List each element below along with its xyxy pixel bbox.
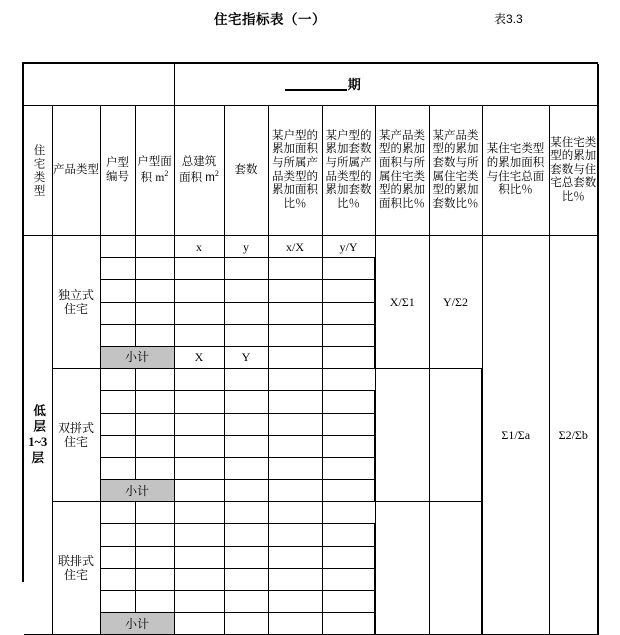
- cell-product-area-ratio-1: X/Σ1: [375, 236, 429, 369]
- cell-unit-count: [224, 413, 268, 435]
- table-number: 表3.3: [494, 12, 523, 26]
- cell-unit-area: [135, 546, 174, 568]
- header-total-area-text: 面积 m: [179, 171, 215, 184]
- cell-subtotal-area-3: [174, 613, 224, 635]
- cell-product-area-ratio-3: [375, 502, 429, 635]
- header-product-count-ratio: [429, 106, 482, 236]
- cell-unit-area: [135, 568, 174, 590]
- cell-unit-no: [100, 391, 135, 413]
- cell-unit-count-ratio: [322, 457, 375, 479]
- cell-subtotal-count-3: [224, 613, 268, 635]
- cell-unit-area-ratio: [268, 568, 322, 590]
- cell-housing-area-ratio: Σ1/Σa: [482, 236, 549, 635]
- header-housing-count-ratio-label: 某住宅类型的累加套数与住宅总套数比％: [550, 136, 597, 203]
- header-housing-area-ratio: [482, 106, 549, 236]
- housing-index-table: [22, 62, 598, 631]
- cell-housing-count-ratio: Σ2/Σb: [549, 236, 598, 635]
- cell-unit-count: [224, 391, 268, 413]
- cell-unit-area-ratio: x/X: [268, 236, 322, 258]
- cell-product-type-3: 联排式住宅: [52, 502, 100, 635]
- cell-unit-area-ratio: [268, 457, 322, 479]
- cell-unit-count-ratio: [322, 546, 375, 568]
- cell-unit-no: [100, 258, 135, 280]
- header-unit-count-ratio: [322, 106, 375, 236]
- cell-unit-count-ratio: [322, 435, 375, 457]
- period-label-wrap: [175, 77, 598, 92]
- cell-product-area-ratio-2: [375, 369, 429, 502]
- cell-total-area: [174, 524, 224, 546]
- cell-unit-count: [224, 435, 268, 457]
- header-unit-no-label: 户型编号: [106, 156, 129, 183]
- cell-unit-no: [100, 302, 135, 324]
- period-underline: [285, 77, 347, 91]
- cell-unit-count-ratio: [322, 480, 375, 502]
- cell-unit-area-ratio: [268, 502, 322, 524]
- cell-unit-no: [100, 369, 135, 391]
- cell-unit-no: [100, 413, 135, 435]
- header-product-type-label: 产品类型: [53, 163, 99, 176]
- cell-unit-count-ratio: [322, 591, 375, 613]
- cell-unit-area: [135, 413, 174, 435]
- cell-unit-no: [100, 524, 135, 546]
- cell-unit-area-ratio: [268, 324, 322, 346]
- cell-unit-count-ratio: [322, 502, 375, 524]
- housing-type-unit: 层: [31, 450, 44, 465]
- header-unit-area-m: m: [155, 171, 165, 184]
- header-housing-area-ratio-label: 某住宅类型的累加面积与住宅总面积比％: [486, 143, 545, 197]
- cell-unit-count: [224, 568, 268, 590]
- cell-product-type-1: 独立式住宅: [52, 236, 100, 369]
- header-unit-count-label: 套数: [234, 163, 258, 176]
- cell-product-type-2: 双拼式住宅: [52, 369, 100, 502]
- cell-subtotal-area-1: X: [174, 346, 224, 368]
- cell-unit-area: [135, 391, 174, 413]
- cell-unit-area-ratio: [268, 302, 322, 324]
- cell-unit-area-ratio: [268, 591, 322, 613]
- cell-unit-area-ratio: [268, 524, 322, 546]
- cell-unit-count-ratio: [322, 568, 375, 590]
- cell-unit-area: [135, 502, 174, 524]
- cell-unit-count: [224, 369, 268, 391]
- cell-unit-no: [100, 457, 135, 479]
- table-row: [24, 236, 598, 258]
- header-row: [24, 106, 598, 236]
- cell-total-area: [174, 391, 224, 413]
- period-row: [24, 64, 598, 106]
- header-housing-type: [24, 106, 52, 236]
- cell-total-area: [174, 369, 224, 391]
- cell-unit-count-ratio: [322, 346, 375, 368]
- header-product-area-ratio: [375, 106, 429, 236]
- header-unit-area-ratio: [268, 106, 322, 236]
- cell-unit-count: [224, 502, 268, 524]
- header-total-area-sup: 2: [214, 169, 219, 179]
- cell-unit-area-ratio: [268, 613, 322, 635]
- cell-product-count-ratio-1: Y/Σ2: [429, 236, 482, 369]
- cell-unit-count: [224, 591, 268, 613]
- housing-type-line1: 低层: [31, 404, 46, 436]
- cell-total-area: [174, 324, 224, 346]
- cell-unit-no: [100, 435, 135, 457]
- cell-subtotal-count-2: [224, 480, 268, 502]
- header-product-area-ratio-label: 某产品类型的累加面积与所属住宅类型的累加面积比％: [379, 129, 425, 210]
- cell-unit-area: [135, 280, 174, 302]
- header-unit-no: [100, 106, 135, 236]
- cell-unit-area: [135, 258, 174, 280]
- period-label: 期: [347, 76, 361, 92]
- subtotal-label-3: 小计: [100, 613, 174, 635]
- header-housing-count-ratio: [549, 106, 598, 236]
- cell-unit-count: [224, 302, 268, 324]
- header-housing-type-label: 住宅类型: [32, 143, 45, 198]
- header-total-area: [174, 106, 224, 236]
- cell-housing-type: [24, 236, 52, 635]
- cell-unit-area-ratio: [268, 258, 322, 280]
- cell-unit-count: [224, 546, 268, 568]
- cell-total-area: [174, 502, 224, 524]
- cell-unit-area-ratio: [268, 435, 322, 457]
- header-total-area-l2: [179, 169, 219, 184]
- cell-unit-no: [100, 568, 135, 590]
- cell-unit-area: [135, 302, 174, 324]
- cell-unit-count-ratio: [322, 258, 375, 280]
- period-cell: [174, 64, 598, 106]
- header-unit-area-sup: 2: [164, 169, 169, 179]
- cell-unit-no: [100, 502, 135, 524]
- housing-type-label: [24, 404, 52, 466]
- header-unit-area: [135, 106, 174, 236]
- cell-total-area: [174, 280, 224, 302]
- header-unit-area-ratio-label: 某户型的累加面积与所属产品类型的累加面积比％: [272, 129, 318, 210]
- cell-unit-count: [224, 258, 268, 280]
- cell-unit-area: [135, 435, 174, 457]
- cell-unit-no: [100, 236, 135, 258]
- cell-unit-area: [135, 591, 174, 613]
- cell-unit-area-ratio: [268, 280, 322, 302]
- cell-total-area: [174, 546, 224, 568]
- cell-total-area: [174, 457, 224, 479]
- cell-unit-count-ratio: [322, 369, 375, 391]
- table-grid: [24, 64, 599, 635]
- header-product-type: [52, 106, 100, 236]
- cell-subtotal-area-2: [174, 480, 224, 502]
- subtotal-label-1: 小计: [100, 346, 174, 368]
- cell-unit-no: [100, 280, 135, 302]
- cell-unit-count-ratio: [322, 613, 375, 635]
- period-blank-left: [24, 64, 174, 106]
- cell-unit-area-ratio: [268, 480, 322, 502]
- cell-unit-count-ratio: [322, 324, 375, 346]
- header-total-area-l1: 总建筑: [181, 155, 217, 168]
- header-unit-area-label: 户型面积: [137, 155, 172, 184]
- housing-type-num: 1~3: [28, 435, 48, 450]
- cell-product-count-ratio-2: [429, 369, 482, 502]
- cell-unit-count-ratio: [322, 413, 375, 435]
- cell-unit-area-ratio: [268, 369, 322, 391]
- cell-total-area: [174, 591, 224, 613]
- cell-unit-area: [135, 457, 174, 479]
- cell-unit-area-ratio: [268, 413, 322, 435]
- title-row: [0, 8, 620, 30]
- cell-unit-area: [135, 524, 174, 546]
- cell-total-area: [174, 435, 224, 457]
- cell-unit-count-ratio: [322, 280, 375, 302]
- cell-unit-no: [100, 591, 135, 613]
- cell-unit-count-ratio: [322, 302, 375, 324]
- cell-unit-count-ratio: y/Y: [322, 236, 375, 258]
- header-product-count-ratio-label: 某产品类型的累加套数与所属住宅类型的累加套数比％: [432, 129, 479, 210]
- cell-unit-count: [224, 324, 268, 346]
- subtotal-label-2: 小计: [100, 480, 174, 502]
- cell-unit-area: [135, 324, 174, 346]
- cell-unit-count-ratio: [322, 524, 375, 546]
- cell-subtotal-count-1: Y: [224, 346, 268, 368]
- cell-total-area: [174, 258, 224, 280]
- cell-unit-count: [224, 524, 268, 546]
- cell-unit-area-ratio: [268, 391, 322, 413]
- cell-unit-area: [135, 369, 174, 391]
- cell-product-count-ratio-3: [429, 502, 482, 635]
- cell-unit-count: [224, 280, 268, 302]
- header-unit-area-unit: [155, 169, 169, 184]
- cell-total-area: x: [174, 236, 224, 258]
- cell-unit-count: [224, 457, 268, 479]
- page-title: 住宅指标表（一）: [214, 12, 326, 27]
- cell-unit-no: [100, 324, 135, 346]
- cell-unit-area-ratio: [268, 546, 322, 568]
- cell-unit-no: [100, 546, 135, 568]
- cell-unit-area: [135, 236, 174, 258]
- cell-total-area: [174, 302, 224, 324]
- cell-unit-area-ratio: [268, 346, 322, 368]
- cell-unit-count: y: [224, 236, 268, 258]
- cell-total-area: [174, 568, 224, 590]
- header-unit-count-ratio-label: 某户型的累加套数与所属产品类型的累加套数比％: [325, 129, 372, 210]
- header-unit-count: [224, 106, 268, 236]
- cell-unit-count-ratio: [322, 391, 375, 413]
- cell-total-area: [174, 413, 224, 435]
